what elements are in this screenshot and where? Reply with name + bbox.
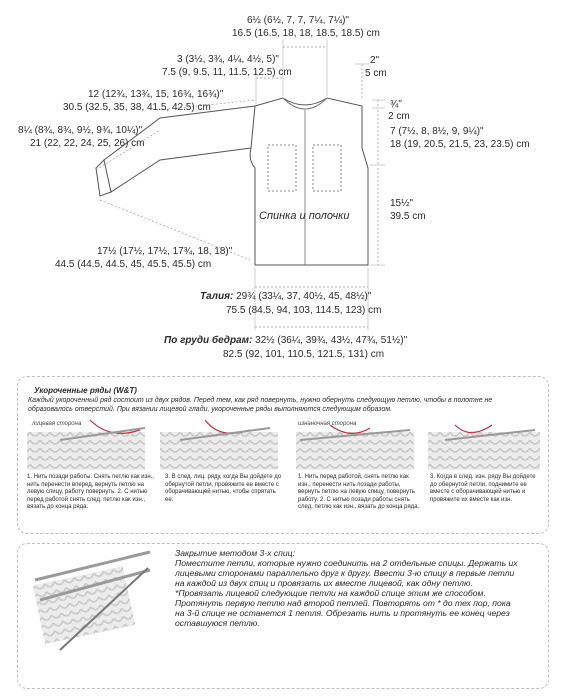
armhole-in: 7 (7½, 8, 8½, 9, 9¼)" (390, 126, 484, 137)
sleeve-length-cm: 44.5 (44.5, 44.5, 45, 45.5, 45.5) cm (55, 259, 212, 270)
shoulder-slope-cm: 2 cm (388, 111, 410, 122)
neck-width-in: 6½ (6½, 7, 7, 7¼, 7¼)" (247, 15, 349, 26)
bindoff-line-6: на 3-й спице не останется 1 петля. Обрезать нить и протянуть ее конец через (175, 608, 510, 618)
step-caption-1: 1. Нить позади работы. Снять петлю как изн., нить перенести вперед, вернуть петлю на левую спицу, работу повернуть. 2. С нитью перед работой снять след. петлю как изн., вязать до конца ряда. (27, 474, 154, 510)
neck-width-cm: 16.5 (16.5, 18, 18, 18.5, 18.5) cm (232, 28, 380, 39)
bindoff-line-7: оставшуюся петлю. (175, 618, 260, 628)
bindoff-line-4: *Провязать лицевой следующие петли на каждой спице этим же способом. (175, 588, 486, 598)
neck-depth-cm: 5 cm (365, 68, 387, 79)
sleeve-length-in: 17½ (17½, 17½, 17¾, 18, 18)" (97, 246, 233, 257)
right-side-label: лицевая сторона (32, 421, 82, 427)
short-rows-intro: Каждый укороченный ряд состоит из двух рядов. Перед тем, как ряд повернуть, нужно обернуть следующую петлю, чтобы в полотне не образовалось отверстий. При вязании лицевой глади, укороченные ряды выполняются следующим образом. (28, 397, 493, 413)
waist-label: Талия: (200, 291, 234, 302)
bindoff-line-2: лицевыми сторонами параллельно друг к другу. Ввести 3-ю спицу в первые петли (175, 568, 515, 578)
shoulder-cm: 7.5 (9, 9.5, 11, 11.5, 12.5) cm (162, 67, 292, 78)
sleeve-top-cm: 30.5 (32.5, 35, 38, 41.5, 42.5) cm (63, 102, 211, 113)
shoulder-slope-in: ¾" (390, 99, 402, 110)
waist-in: 29¾ (33¼, 37, 40½, 45, 48½)" (236, 291, 372, 302)
shoulder-in: 3 (3½, 3¾, 4¼, 4½, 5)" (177, 54, 279, 65)
hip-cm: 82.5 (92, 101, 110.5, 121.5, 131) cm (223, 349, 385, 360)
bindoff-line-5: Протянуть первую петлю над второй петлей. Повторять от * до тех пор, пока (175, 598, 511, 608)
wrong-side-label: изнаночная сторона (298, 421, 357, 427)
body-length-cm: 39.5 cm (390, 211, 426, 222)
hip-in: 32½ (36¼, 39¾, 43½, 47¾, 51½)" (255, 335, 408, 346)
sleeve-top-in: 12 (12¾, 13¾, 15, 16¾, 16¾)" (88, 89, 224, 100)
bindoff-title: Закрытие методом 3-х спиц: (175, 548, 295, 558)
upper-arm-in: 8¼ (8¾, 8¾, 9½, 9¾, 10¼)" (18, 125, 143, 136)
waist-cm: 75.5 (84.5, 94, 103, 114.5, 123) cm (226, 305, 382, 316)
step-caption-2: 3. В след. лиц. ряду, когда Вы дойдете до обернутой петли, провяжите ее вместе с оборачивающей нитью, чтобы спрятать ее. (165, 474, 282, 503)
upper-arm-cm: 21 (22, 22, 24, 25, 26) cm (30, 138, 145, 149)
short-rows-title: Укороченные ряды (W&T) (34, 386, 137, 395)
step-caption-3: 1. Нить перед работой, снять петлю как изн., перенести нить позади работы, вернуть петлю на левую спицу, повернуть работу. 2. С нитью позади работы снять след. петлю как изн., вязать до конца ряда. (298, 474, 420, 510)
step-caption-4: 3. Когда в след. изн. ряду Вы дойдете до обернутой петли, поднимите ее вместе с оборачивающей нитью и провяжите их вместе как изн. (430, 474, 536, 503)
armhole-cm: 18 (19, 20.5, 21.5, 23, 23.5) cm (390, 139, 530, 150)
body-length-in: 15½" (390, 198, 414, 209)
neck-depth-in: 2" (370, 55, 380, 66)
bindoff-line-3: на каждой из двух спиц и провязать их вместе лицевой, как одну петлю. (175, 578, 473, 588)
bindoff-line-1: Поместите петли, которые нужно соединить на 2 отдельные спицы. Держать их (175, 558, 518, 568)
hip-label: По груди бедрам: (164, 335, 253, 346)
garment-label: Спинка и полочки (259, 210, 350, 222)
